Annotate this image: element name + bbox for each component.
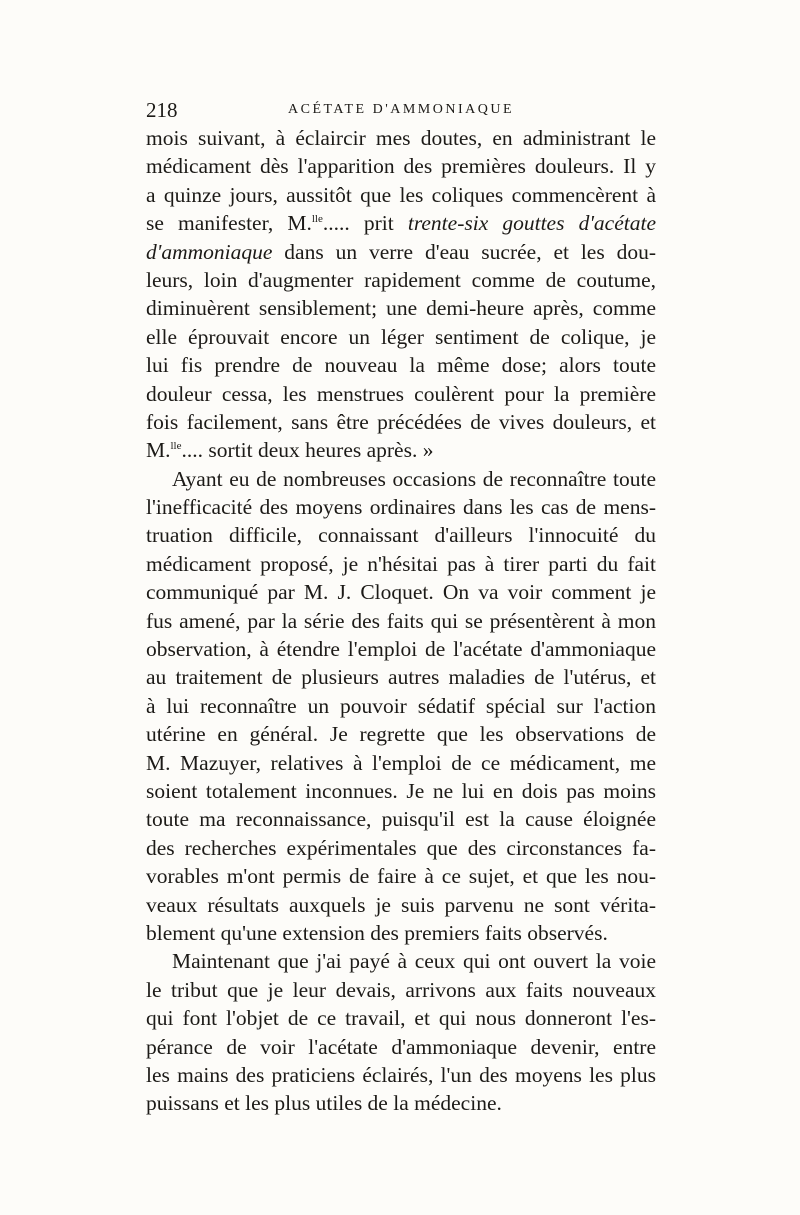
text-segment: douleur cessa, les menstrues coulèrent pour la première — [146, 381, 656, 406]
text-segment: utérine en général. Je regrette que les observations de — [146, 722, 656, 747]
text-segment: le tribut que je leur devais, arrivons aux faits nouveaux — [146, 977, 656, 1002]
italic-text: trente-six gouttes d'acétate — [407, 211, 656, 236]
text-segment: soient totalement inconnues. Je ne lui en dois pas moins — [146, 778, 656, 803]
text-line — [146, 436, 656, 464]
text-segment: se manifester, M. — [146, 211, 312, 236]
text-segment: médicament proposé, je n'hésitai pas à tirer parti du fait — [146, 551, 656, 576]
text-segment: pérance de voir l'acétate d'ammoniaque devenir, entre — [146, 1034, 656, 1059]
text-segment: à lui reconnaître un pouvoir sédatif spécial sur l'action — [146, 693, 656, 718]
text-line — [146, 663, 656, 691]
text-line — [146, 1061, 656, 1089]
text-segment: .... sortit deux heures après. » — [181, 438, 434, 463]
text-line — [146, 692, 656, 720]
text-segment: fois facilement, sans être précédées de vives douleurs, et — [146, 409, 656, 434]
text-segment: blement qu'une extension des premiers faits observés. — [146, 920, 608, 945]
text-segment: lui fis prendre de nouveau la même dose; alors toute — [146, 353, 656, 378]
text-line — [146, 294, 656, 322]
text-segment: a quinze jours, aussitôt que les coliques commencèrent à — [146, 182, 656, 207]
text-line — [146, 521, 656, 549]
italic-text: d'ammoniaque — [146, 239, 273, 264]
text-segment: qui font l'objet de ce travail, et qui nous donneront l'es- — [146, 1006, 656, 1031]
text-line — [146, 493, 656, 521]
text-line — [146, 919, 656, 947]
text-line — [146, 749, 656, 777]
text-line — [146, 862, 656, 890]
superscript: lle — [170, 440, 182, 453]
text-segment: leurs, loin d'augmenter rapidement comme de coutume, — [146, 267, 656, 292]
text-segment: diminuèrent sensiblement; une demi-heure après, comme — [146, 296, 656, 321]
text-line — [146, 635, 656, 663]
page-number: 218 — [146, 98, 178, 122]
text-segment: médicament dès l'apparition des premières douleurs. Il y — [146, 154, 656, 179]
text-segment: M. — [146, 438, 171, 463]
text-line — [146, 238, 656, 266]
text-line — [146, 1033, 656, 1061]
text-segment: communiqué par M. J. Cloquet. On va voir comment je — [146, 580, 656, 605]
text-segment: dans un verre d'eau sucrée, et les dou- — [272, 239, 656, 264]
text-segment: veaux résultats auxquels je suis parvenu ne sont vérita- — [146, 892, 656, 917]
text-line — [146, 834, 656, 862]
running-header — [146, 96, 656, 124]
text-line — [146, 578, 656, 606]
text-segment: les mains des praticiens éclairés, l'un des moyens les plus — [146, 1062, 656, 1087]
text-line — [146, 152, 656, 180]
text-segment: ..... prit — [322, 211, 408, 236]
text-segment: puissans et les plus utiles de la médecine. — [146, 1091, 502, 1116]
text-segment: l'inefficacité des moyens ordinaires dans les cas de mens- — [146, 495, 656, 520]
text-line — [146, 408, 656, 436]
text-segment: mois suivant, à éclaircir mes doutes, en administrant le — [146, 126, 656, 150]
text-line — [146, 1089, 656, 1117]
text-segment: truation difficile, connaissant d'ailleurs l'innocuité du — [146, 523, 656, 548]
text-line — [146, 465, 656, 493]
text-line — [146, 181, 656, 209]
text-segment: observation, à étendre l'emploi de l'acétate d'ammoniaque — [146, 637, 656, 662]
text-line — [146, 323, 656, 351]
text-line — [146, 720, 656, 748]
text-segment: elle éprouvait encore un léger sentiment de colique, je — [146, 324, 656, 349]
text-line — [146, 805, 656, 833]
text-line — [146, 124, 656, 152]
text-line — [146, 1004, 656, 1032]
text-segment: des recherches expérimentales que des circonstances fa- — [146, 835, 656, 860]
text-line — [146, 607, 656, 635]
text-line — [146, 976, 656, 1004]
text-segment: Ayant eu de nombreuses occasions de reconnaître toute — [172, 466, 656, 491]
text-line — [146, 380, 656, 408]
body-text — [146, 124, 656, 1118]
text-segment: M. Mazuyer, relatives à l'emploi de ce médicament, me — [146, 750, 656, 775]
text-line — [146, 891, 656, 919]
text-line — [146, 947, 656, 975]
text-line — [146, 777, 656, 805]
text-line — [146, 266, 656, 294]
text-segment: toute ma reconnaissance, puisqu'il est la cause éloignée — [146, 807, 656, 832]
text-segment: au traitement de plusieurs autres maladies de l'utérus, et — [146, 665, 656, 690]
running-title: ACÉTATE D'AMMONIAQUE — [288, 102, 514, 117]
text-segment: Maintenant que j'ai payé à ceux qui ont ouvert la voie — [172, 949, 656, 974]
text-line — [146, 351, 656, 379]
text-segment: fus amené, par la série des faits qui se présentèrent à mon — [146, 608, 656, 633]
text-segment: vorables m'ont permis de faire à ce sujet, et que les nou- — [146, 864, 656, 889]
text-line — [146, 209, 656, 237]
text-line — [146, 550, 656, 578]
superscript: lle — [311, 213, 323, 226]
